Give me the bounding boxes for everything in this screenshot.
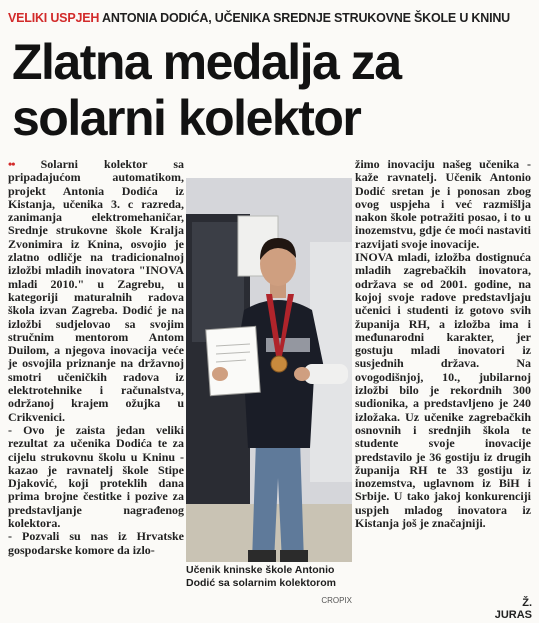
author-byline: Ž. JURAS	[494, 597, 532, 621]
photo-sleeve-right	[304, 364, 348, 384]
headline-line-1: Zlatna medalja za	[12, 34, 401, 90]
headline-line-2: solarni kolektor	[12, 90, 361, 146]
kicker-label: VELIKI USPJEH	[8, 11, 100, 25]
photo-caption: Učenik kninske škole Antonio Dodić sa solarnim kolektorom	[186, 564, 336, 589]
kicker-text: ANTONIA DODIĆA, UČENIKA SREDNJE STRUKOVNE ŠKOLE U KNINU	[102, 11, 511, 25]
article-right-column	[355, 158, 531, 530]
article-paragraph: - Ovo je zaista jedan veliki rezultat za učenika Dodića te za cijelu strukovnu školu u Kninu - kazao je ravnatelj škole Stipe Djaković, koji proteklih dana prima brojne čestitke i pozive za predstavljanje nagrađenog kolektora.	[8, 422, 184, 531]
article-paragraph	[8, 158, 184, 424]
bullet-mark: ••	[8, 157, 15, 171]
article-paragraph: - Pozvali su nas iz Hrvatske gospodarske komore da izlo-	[8, 529, 184, 557]
photo-shirt-print	[266, 338, 310, 352]
headline	[12, 34, 532, 146]
article-paragraph: žimo inovaciju našeg učenika - kaže ravnatelj. Učenik Antonio Dodić sretan je i ponosan zbog ovog uspjeha i već razmišlja nakon škole potražiti posao, i to u inozemstvu, gdje će moći nastaviti razvijati svoje inovacije.	[355, 157, 531, 251]
photo-illustration	[186, 178, 352, 562]
paragraph-text: Solarni kolektor sa pripadajućom automatikom, projekt Antonia Dodića iz Kistanja, učenika 3. c razreda, zanimanja elektromehaničar, Srednje strukovne škole Kralja Zvonimira iz Knina, osvojio je zlatno odličje na tradicionalnoj izložbi mladih inovatora "INOVA mladi 2010." u Zagrebu, u kategoriji maturalnih radova škola izvan Zagreba. Dodić je na izložbi sudjelovao sa svojim stručnim mentorom Antom Duilom, a njegova inovacija veće je osvojila priznanje na državnoj smotri učeničkih radova iz elektrotehnike i računalstva, održanoj krajem ožujka u Crikvenici.	[8, 157, 184, 424]
photo-medal	[271, 356, 287, 372]
article-paragraph: INOVA mladi, izložba dostignuća mladih zagrebačkih inovatora, održava se od 2001. godine, na kojoj svoje radove predstavljaju učenici i studenti iz gotovo svih županija RH, a izložba ima i međunarodni karakter, jer gostuju mladi inovatori iz susjednih država. Na ovogodišnjoj, 10., jubilarnoj izložbi bilo je rekordnih 300 sudionika, a predstavljeno je 240 izložaka. Uz učenike zagrebačkih osnovnih i srednjih škola te studente svoje inovacije predstavilo je 36 gostiju iz drugih županija RH te 33 gostiju iz inozemstva, uglavnom iz BiH i Srbije. U tako jakoj konkurenciji uspjeh mladog inovatora iz Kistanja još je značajniji.	[355, 250, 531, 531]
article-left-column	[8, 158, 184, 557]
article-photo	[186, 178, 352, 562]
kicker	[8, 7, 528, 29]
photo-credit: CROPIX	[321, 596, 352, 605]
